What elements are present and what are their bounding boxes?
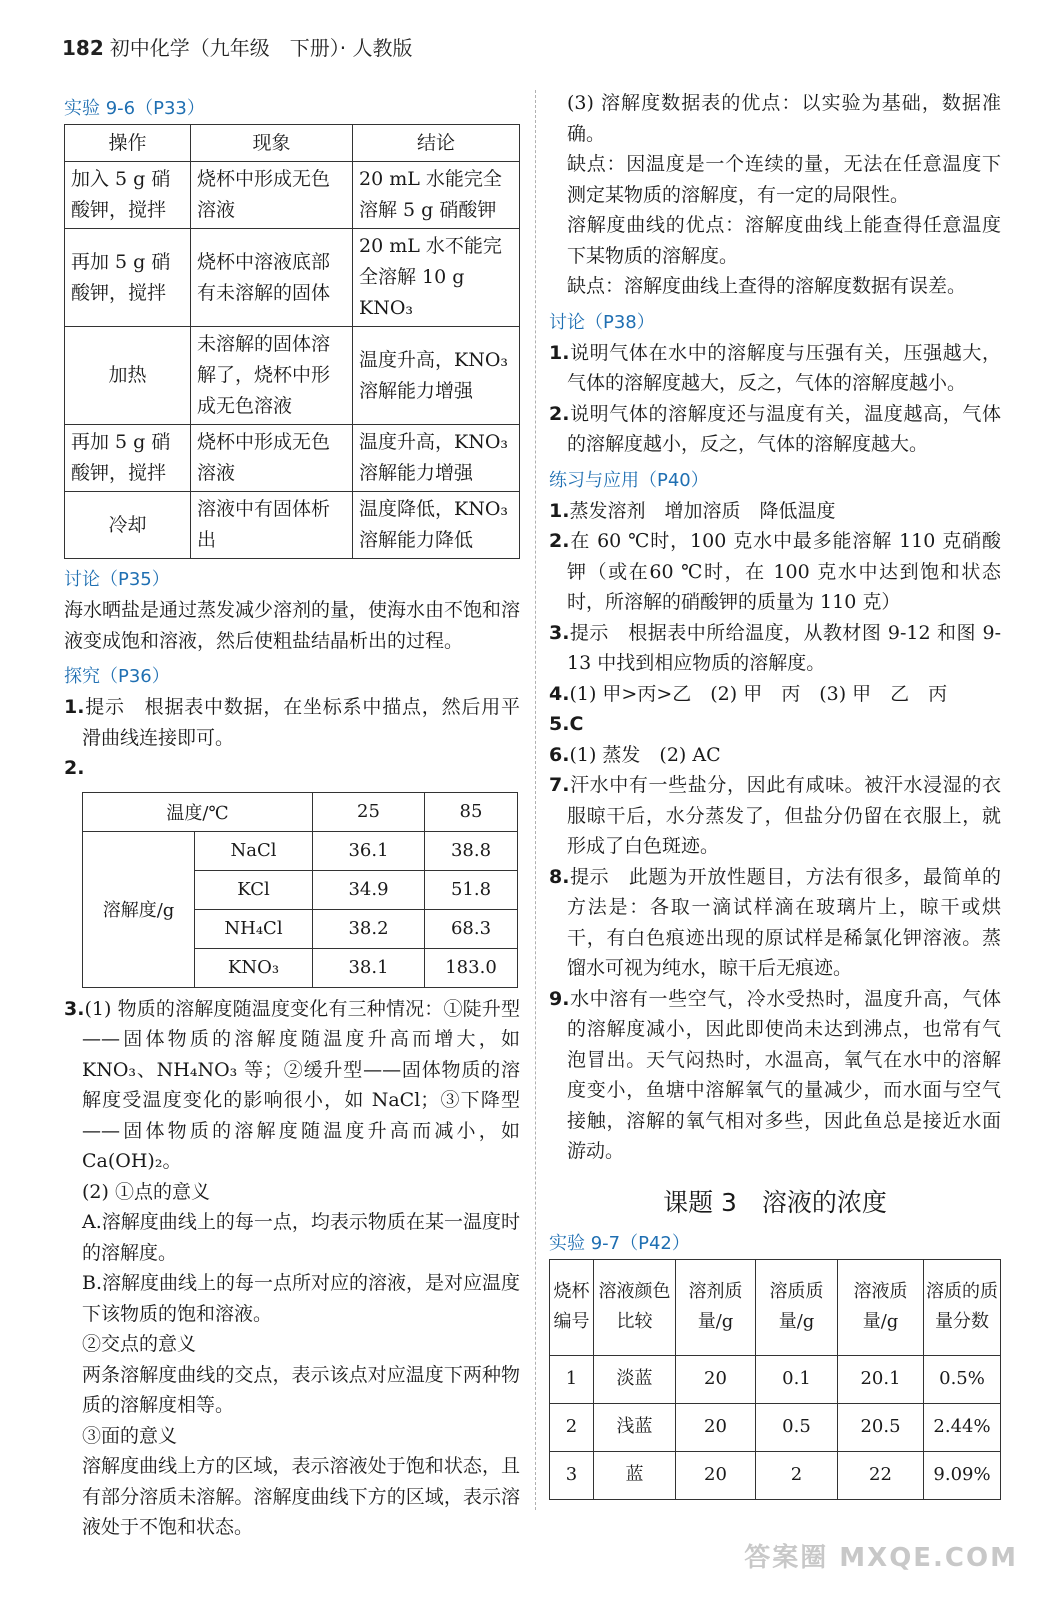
table-cell: 再加 5 g 硝酸钾，搅拌 (65, 229, 191, 327)
table-cell: 22 (838, 1451, 924, 1499)
table-cell: 183.0 (425, 948, 518, 987)
table-cell: 加入 5 g 硝酸钾，搅拌 (65, 162, 191, 229)
item-number: 9. (549, 987, 570, 1010)
watermark-logo: 答案圈 MXQE.COM (744, 1543, 1018, 1573)
table-cell: NH₄Cl (195, 909, 313, 948)
paragraph: ③面的意义 (82, 1424, 178, 1447)
table-cell: 51.8 (425, 870, 518, 909)
item-number: 8. (549, 865, 570, 888)
paragraph: 溶解度曲线的优点：溶解度曲线上能查得任意温度下某物质的溶解度。 (567, 214, 1001, 267)
table-cell: 温度降低，KNO₃ 溶解能力降低 (353, 492, 520, 559)
item-text: 说明气体的溶解度还与温度有关，温度越高，气体的溶解度越小，反之，气体的溶解度越大。 (567, 402, 1001, 455)
item-text: 汗水中有一些盐分，因此有咸味。被汗水浸湿的衣服晾干后，水分蒸发了，但盐分仍留在衣服上，就形成了白色斑迹。 (567, 774, 1001, 857)
paragraph: 缺点：溶解度曲线上查得的溶解度数据有误差。 (567, 275, 967, 297)
discussion-p35-text: 海水晒盐是通过蒸发减少溶剂的量，使海水由不饱和溶液变成饱和溶液，然后使粗盐结晶析出的过程。 (64, 599, 521, 652)
item-text: (1) 蒸发 (2) AC (569, 743, 721, 766)
item-number: 7. (549, 774, 570, 796)
table-cell: 烧杯中溶液底部有未溶解的固体 (191, 229, 353, 327)
discussion-p38-heading: 讨论（P38） (549, 311, 655, 333)
paragraph: 两条溶解度曲线的交点，表示该点对应温度下两种物质的溶解度相等。 (82, 1363, 520, 1416)
table-cell: 0.5 (756, 1403, 838, 1451)
table-header: 溶质的质量分数 (924, 1259, 1001, 1355)
table-cell: 浅蓝 (594, 1403, 676, 1451)
table-header: 结论 (353, 125, 520, 162)
table-row (550, 1403, 1001, 1451)
list-item (549, 338, 1001, 399)
right-column (549, 88, 1001, 1500)
list-item (64, 692, 520, 753)
exercise-p40-heading: 练习与应用（P40） (549, 469, 709, 491)
table-cell: KNO₃ (195, 948, 313, 987)
table-header: 25 (313, 792, 425, 831)
row-label: 溶解度/g (83, 831, 195, 987)
experiment-9-7-heading: 实验 9-7（P42） (549, 1232, 690, 1254)
lesson-title: 课题 3 溶液的浓度 (663, 1187, 887, 1217)
table-cell: 0.1 (756, 1355, 838, 1403)
table-cell: 1 (550, 1355, 594, 1403)
table-cell: 68.3 (425, 909, 518, 948)
item-text: (1) 物质的溶解度随温度变化有三种情况：①陡升型——固体物质的溶解度随温度升高而增大，如 KNO₃、NH₄NO₃ 等；②缓升型——固体物质的溶解度受温度变化的影响很小，如 NaCl；③下降型——固体物质的溶解度随温度升高而减小，如 Ca(OH)₂。 (82, 997, 520, 1172)
table-cell: KCl (195, 870, 313, 909)
list-item (549, 399, 1001, 460)
list-item (64, 994, 520, 1177)
item-number: 2. (549, 530, 570, 552)
item-number: 3. (64, 997, 85, 1020)
table-row (65, 327, 520, 425)
item-number: 6. (549, 743, 570, 766)
paragraph: ②交点的意义 (82, 1333, 197, 1355)
paragraph: 缺点：因温度是一个连续的量，无法在任意温度下测定某物质的溶解度，有一定的局限性。 (567, 153, 1001, 206)
column-divider (535, 90, 536, 1510)
paragraph: (3) 溶解度数据表的优点：以实验为基础，数据准确。 (567, 92, 1001, 145)
paragraph: B.溶解度曲线上的每一点所对应的溶液，是对应温度下该物质的饱和溶液。 (82, 1272, 521, 1325)
table-row (550, 1451, 1001, 1499)
table-cell: 蓝 (594, 1451, 676, 1499)
item-text: 蒸发溶剂 增加溶质 降低温度 (569, 499, 836, 522)
item-number: 2. (549, 402, 570, 425)
table-row (550, 1355, 1001, 1403)
list-item (549, 618, 1001, 679)
table-cell: 20 mL 水能完全溶解 5 g 硝酸钾 (353, 162, 520, 229)
table-cell: 烧杯中形成无色溶液 (191, 162, 353, 229)
book-title: 初中化学（九年级 下册）· 人教版 (109, 36, 413, 60)
table-cell: 2 (756, 1451, 838, 1499)
item-text: C (569, 713, 584, 735)
left-column (64, 88, 520, 1543)
item-text: 在 60 ℃时，100 克水中最多能溶解 110 克硝酸钾（或在60 ℃时，在 100 克水中达到饱和状态时，所溶解的硝酸钾的质量为 110 克） (567, 530, 1001, 613)
item-number: 1. (64, 696, 85, 718)
table-cell: 加热 (65, 327, 191, 425)
table-cell: 0.5% (924, 1355, 1001, 1403)
table-cell: 36.1 (313, 831, 425, 870)
page-header (62, 32, 412, 61)
table-cell: 2 (550, 1403, 594, 1451)
table-header: 溶液颜色比较 (594, 1259, 676, 1355)
table-cell: 烧杯中形成无色溶液 (191, 425, 353, 492)
item-text: 水中溶有一些空气，冷水受热时，温度升高，气体的溶解度减小，因此即使尚未达到沸点，也常有气泡冒出。天气闷热时，水温高，氧气在水中的溶解度变小，鱼塘中溶解氧气的量减少，而水面与空气接触，溶解的氧气相对多些，因此鱼总是接近水面游动。 (567, 987, 1001, 1162)
page-number: 182 (62, 36, 104, 60)
inquiry-p36-heading: 探究（P36） (64, 666, 170, 687)
list-item (549, 526, 1001, 618)
paragraph: A.溶解度曲线上的每一点，均表示物质在某一温度时的溶解度。 (82, 1211, 520, 1264)
item-text: 提示 根据表中数据，在坐标系中描点，然后用平滑曲线连接即可。 (82, 696, 520, 749)
list-item (549, 709, 1001, 740)
table-cell: 淡蓝 (594, 1355, 676, 1403)
table-cell: 再加 5 g 硝酸钾，搅拌 (65, 425, 191, 492)
item-number: 3. (549, 621, 570, 644)
table-cell: 温度升高，KNO₃ 溶解能力增强 (353, 327, 520, 425)
table-header: 溶质质量/g (756, 1259, 838, 1355)
table-header: 现象 (191, 125, 353, 162)
table-row (65, 162, 520, 229)
table-header: 烧杯编号 (550, 1259, 594, 1355)
table-cell: 38.8 (425, 831, 518, 870)
table-row (83, 831, 518, 870)
table-header: 溶剂质量/g (676, 1259, 756, 1355)
list-item (549, 496, 1001, 527)
list-item (549, 984, 1001, 1167)
table-header: 操作 (65, 125, 191, 162)
table-cell: 38.1 (313, 948, 425, 987)
table-cell: 溶液中有固体析出 (191, 492, 353, 559)
table-cell: 20 mL 水不能完全溶解 10 g KNO₃ (353, 229, 520, 327)
table-cell: 20 (676, 1403, 756, 1451)
table-header: 溶液质量/g (838, 1259, 924, 1355)
list-item (549, 679, 1001, 710)
experiment-9-7-table (549, 1259, 1001, 1500)
table-header: 85 (425, 792, 518, 831)
item-number: 5. (549, 713, 570, 735)
table-row (65, 229, 520, 327)
paragraph: (2) ①点的意义 (82, 1180, 210, 1203)
experiment-9-6-heading: 实验 9-6（P33） (64, 98, 205, 119)
list-item (549, 770, 1001, 862)
table-cell: 38.2 (313, 909, 425, 948)
table-cell: NaCl (195, 831, 313, 870)
item-number: 4. (549, 682, 570, 705)
table-cell: 冷却 (65, 492, 191, 559)
list-item (64, 753, 520, 784)
item-number: 2. (64, 757, 85, 779)
table-cell: 34.9 (313, 870, 425, 909)
table-cell: 未溶解的固体溶解了，烧杯中形成无色溶液 (191, 327, 353, 425)
table-row (65, 492, 520, 559)
table-cell: 20 (676, 1355, 756, 1403)
item-number: 1. (549, 499, 570, 522)
item-text: 提示 根据表中所给温度，从教材图 9-12 和图 9-13 中找到相应物质的溶解度。 (567, 621, 1001, 674)
table-cell: 3 (550, 1451, 594, 1499)
table-cell: 2.44% (924, 1403, 1001, 1451)
experiment-9-6-table (64, 124, 520, 559)
item-text: 提示 此题为开放性题目，方法有很多，最简单的方法是：各取一滴试样滴在玻璃片上，晾干或烘干，有白色痕迹出现的原试样是稀氯化钾溶液。蒸馏水可视为纯水，晾干后无痕迹。 (567, 865, 1001, 979)
discussion-p35-heading: 讨论（P35） (64, 569, 170, 590)
list-item (549, 740, 1001, 771)
item-text: (1) 甲>丙>乙 (2) 甲 丙 (3) 甲 乙 丙 (569, 682, 948, 705)
table-cell: 20.5 (838, 1403, 924, 1451)
list-item (549, 862, 1001, 984)
table-header: 温度/℃ (83, 792, 313, 831)
table-cell: 20.1 (838, 1355, 924, 1403)
table-cell: 温度升高，KNO₃ 溶解能力增强 (353, 425, 520, 492)
item-text: 说明气体在水中的溶解度与压强有关，压强越大，气体的溶解度越大，反之，气体的溶解度越小。 (567, 341, 1001, 394)
item-number: 1. (549, 341, 570, 364)
table-cell: 20 (676, 1451, 756, 1499)
table-row (65, 425, 520, 492)
table-cell: 9.09% (924, 1451, 1001, 1499)
solubility-table (82, 792, 518, 988)
paragraph: 溶解度曲线上方的区域，表示溶液处于饱和状态，且有部分溶质未溶解。溶解度曲线下方的区域，表示溶液处于不饱和状态。 (82, 1455, 520, 1538)
